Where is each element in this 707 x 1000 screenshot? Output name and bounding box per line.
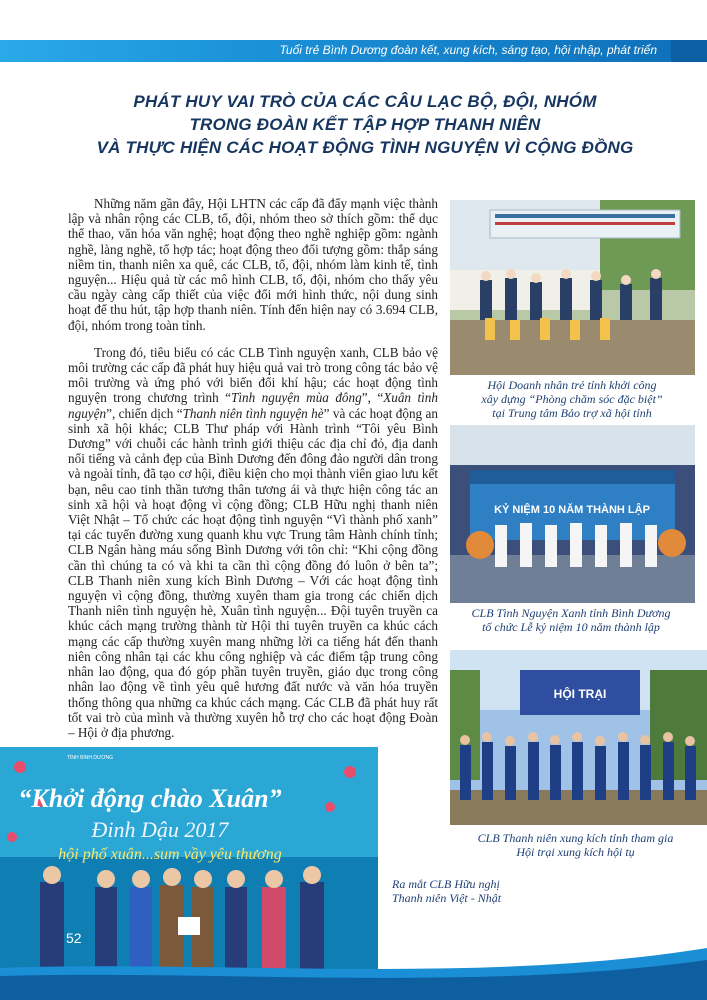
- article-title: [60, 90, 670, 159]
- title-line-2: TRONG ĐOÀN KẾT TẬP HỢP THANH NIÊN: [189, 115, 541, 134]
- caption-photo-3: CLB Thanh niên xung kích tỉnh tham gia Hội trại xung kích hội tụ: [477, 831, 674, 859]
- paragraph-1: Những năm gần đây, Hội LHTN các cấp đã đẩy mạnh việc thành lập và nhân rộng các CLB, tổ, đội, nhóm theo sở thích gồm: thể dục thể thao, văn hóa văn nghệ; hoạt động theo nghề nghiệp gồm: ngành nghề, làng nghề, tổ hợp tác; hoạt động theo đối tượng gồm: thắp sáng niềm tin, thanh niên xa quê, các CLB, tổ, đội, nhóm làm kinh tế, tình nguyện... Hiệu quả từ các mô hình CLB, tổ, đội, nhóm cho thấy yêu cầu ngày càng cấp thiết của việc đổi mới hình thức, nội dung sinh hoạt để thu hút, tập hợp thanh niên. Tính đến hiện nay có 3.694 CLB, đội, nhóm trong toàn tỉnh.: [68, 196, 438, 333]
- caption-photo-4: Ra mắt CLB Hữu nghị Thanh niên Việt - Nhật: [392, 877, 502, 905]
- photo-groundbreaking: [450, 200, 695, 375]
- emphasis-thanh-nien-tinh-nguyen-he: Thanh niên tình nguyện hè: [182, 405, 324, 421]
- article-body: [68, 196, 438, 752]
- photo-3-banner-text: HỘI TRẠI: [553, 687, 607, 701]
- paragraph-2: Trong đó, tiêu biểu có các CLB Tình nguyện xanh, CLB bảo vệ môi trường các cấp đã phát huy hiệu quả vai trò trong công tác bảo vệ môi trường và ứng phó với biến đổi khí hậu; các hoạt động tình nguyện trong chương trình “Tình nguyện mùa đông”, “Xuân tình nguyện”, chiến dịch “Thanh niên tình nguyện hè” và các hoạt động an sinh xã hội khác; CLB Thư pháp với Hành trình “Tôi yêu Bình Dương” với chuỗi các hành trình giới thiệu các địa chỉ đỏ, địa danh nổi tiếng và cảnh đẹp của Bình Dương đến đông đảo người dân trong và ngoài tỉnh, đã tạo cơ hội, điều kiện cho mọi thành viên giao lưu kết bạn, nêu cao tinh thần tương thân tương ái và thực hiện công tác an sinh xã hội và hoạt động vì cộng đồng; CLB Hữu nghị thanh niên Việt Nhật – Tổ chức các hoạt động tình nguyện “Vì thành phố xanh” tại các tuyến đường xung quanh khu vực Trung tâm Hành chính tỉnh; CLB Ngân hàng máu sống Bình Dương với tôn chỉ: “Khi cộng đồng cần thì chúng ta có và khi ta cần thì cộng đồng đó luôn ở bên ta”; CLB Thanh niên xung kích Bình Dương – Với các hoạt động tình nguyện vì cộng đồng, thường xuyên tham gia trong các chiến dịch Thanh niên tình nguyện hè, Xuân tình nguyện... Đội tuyên truyền ca khúc cách mạng trường thành từ Hội thi tuyên truyền ca khúc cách mạng các cấp thường xuyên mang những lời ca tiếng hát đến thanh niên công nhân tại các khu công nghiệp và các điểm tập trung công nhân lao động, qua đó góp phần tuyên truyền, giáo dục trong công nhân lao động về tình yêu quê hương đất nước và văn hóa truyền thống thông qua những ca khúc cách mạng. Các CLB đã phát huy rất tốt vai trò của mình và thường xuyên hỗ trợ cho các hoạt động Đoàn – Hội ở địa phương.: [68, 344, 438, 740]
- photo-4-org-text: TỈNH BÌNH DƯƠNG: [66, 755, 114, 761]
- footer-wave: [0, 930, 707, 1000]
- photo-4-subtitle-text: hội phố xuân...sum vầy yêu thương: [58, 846, 282, 863]
- caption-photo-2: CLB Tình Nguyện Xanh tỉnh Bình Dương tổ chức Lễ kỷ niệm 10 năm thành lập: [471, 606, 671, 634]
- header-band-tail: [671, 40, 707, 62]
- photo-2-banner-text: KỶ NIỆM 10 NĂM THÀNH LẬP: [494, 504, 650, 516]
- page-number: 52: [66, 930, 82, 946]
- photo-4-title-text: “Khởi động chào Xuân”: [18, 784, 282, 813]
- title-line-1: PHÁT HUY VAI TRÒ CỦA CÁC CÂU LẠC BỘ, ĐỘI, NHÓM: [133, 92, 597, 111]
- photo-youth-camp: [450, 650, 707, 825]
- photo-4-year-text: Đinh Dậu 2017: [91, 817, 229, 842]
- emphasis-xuan-tinh-nguyen: Xuân tình nguyện: [68, 390, 438, 421]
- photo-anniversary: [450, 425, 695, 603]
- header-tagline: Tuổi trẻ Bình Dương đoàn kết, xung kích, sáng tạo, hội nhập, phát triển: [279, 43, 657, 57]
- caption-photo-1: Hội Doanh nhân trẻ tỉnh khởi công xây dựng “Phòng chăm sóc đặc biệt” tại Trung tâm Bảo trợ xã hội tỉnh: [481, 378, 663, 420]
- title-line-3: VÀ THỰC HIỆN CÁC HOẠT ĐỘNG TÌNH NGUYỆN VÌ CỘNG ĐỒNG: [96, 138, 634, 157]
- emphasis-tinh-nguyen-mua-dong: Tình nguyện mùa đông: [231, 390, 362, 406]
